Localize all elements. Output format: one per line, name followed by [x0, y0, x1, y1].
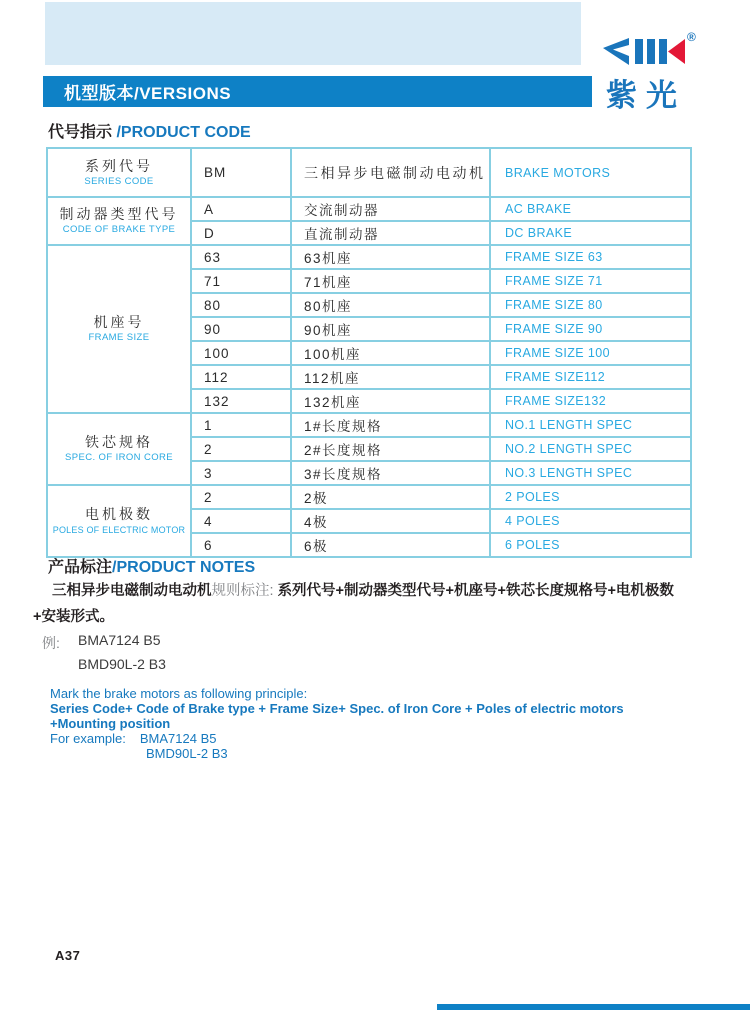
cell-desc-en: NO.2 LENGTH SPEC: [490, 437, 691, 461]
cell-desc-en: FRAME SIZE 71: [490, 269, 691, 293]
section-banner: [43, 76, 592, 107]
marking-rule-en: [50, 686, 710, 761]
brand-name: 紫光: [606, 78, 686, 113]
cell-desc-zh: 90机座: [291, 317, 490, 341]
cell-code: 2: [191, 485, 291, 509]
cell-desc-zh: 直流制动器: [291, 221, 490, 245]
table-row: [47, 245, 691, 269]
cell-code: 112: [191, 365, 291, 389]
example-label-en: For example:: [50, 731, 126, 746]
example-code-en-1: BMA7124 B5: [139, 731, 217, 746]
cell-code: 3: [191, 461, 291, 485]
cell-desc-en: NO.1 LENGTH SPEC: [490, 413, 691, 437]
product-code-table: [46, 147, 692, 558]
cell-desc-zh: 71机座: [291, 269, 490, 293]
group-label-brake-type: 制动器类型代号 CODE OF BRAKE TYPE: [47, 197, 191, 245]
cell-code: 63: [191, 245, 291, 269]
cell-desc-en: FRAME SIZE 100: [490, 341, 691, 365]
cell-code: 2: [191, 437, 291, 461]
cell-desc-en: BRAKE MOTORS: [490, 148, 691, 197]
cell-code: BM: [191, 148, 291, 197]
cell-desc-en: FRAME SIZE132: [490, 389, 691, 413]
cell-desc-zh: 112机座: [291, 365, 490, 389]
banner-title: 机型版本/VERSIONS: [64, 84, 232, 103]
cell-desc-zh: 3#长度规格: [291, 461, 490, 485]
cell-code: 4: [191, 509, 291, 533]
page-number: A37: [55, 948, 81, 963]
rule-en-formula-2: +Mounting position: [50, 716, 171, 731]
cell-code: 71: [191, 269, 291, 293]
cell-code: 100: [191, 341, 291, 365]
table-row: [47, 413, 691, 437]
cell-code: 6: [191, 533, 291, 557]
cell-desc-en: 2 POLES: [490, 485, 691, 509]
cell-desc-en: NO.3 LENGTH SPEC: [490, 461, 691, 485]
group-label-frame-size: 机座号 FRAME SIZE: [47, 245, 191, 413]
rule-en-formula-1: Series Code+ Code of Brake type + Frame Size+ Spec. of Iron Core + Poles of electric motors: [50, 701, 624, 716]
page-edge-strip: [437, 1004, 750, 1010]
example-code-en-2: BMD90L-2 B3: [146, 746, 228, 761]
group-label-series-code: 系列代号 SERIES CODE: [47, 148, 191, 197]
heading-en: /PRODUCT NOTES: [112, 559, 256, 576]
product-notes-heading: [48, 554, 255, 577]
rule-en-example-line: [50, 731, 710, 746]
cell-desc-en: FRAME SIZE 80: [490, 293, 691, 317]
cell-desc-zh: 1#长度规格: [291, 413, 490, 437]
example-code-1: BMA7124 B5: [78, 632, 161, 648]
example-code-2: BMD90L-2 B3: [78, 656, 166, 672]
cell-desc-zh: 2#长度规格: [291, 437, 490, 461]
group-label-iron-core: 铁芯规格 SPEC. OF IRON CORE: [47, 413, 191, 485]
cell-desc-zh: 132机座: [291, 389, 490, 413]
cell-desc-zh: 三相异步电磁制动电动机: [291, 148, 490, 197]
table-row: [47, 485, 691, 509]
cell-desc-en: DC BRAKE: [490, 221, 691, 245]
cell-desc-zh: 63机座: [291, 245, 490, 269]
brand-logo: [600, 30, 740, 112]
cell-desc-en: FRAME SIZE 63: [490, 245, 691, 269]
table-row: [47, 197, 691, 221]
cell-desc-en: 6 POLES: [490, 533, 691, 557]
cell-code: 80: [191, 293, 291, 317]
rule-en-intro: Mark the brake motors as following principle:: [50, 686, 308, 701]
table-row: [47, 148, 691, 197]
group-label-poles: 电机极数 POLES OF ELECTRIC MOTOR: [47, 485, 191, 557]
cell-desc-en: FRAME SIZE112: [490, 365, 691, 389]
cell-code: D: [191, 221, 291, 245]
cell-code: 132: [191, 389, 291, 413]
cell-desc-zh: 2极: [291, 485, 490, 509]
zik-logo-icon: [603, 38, 685, 65]
cell-code: A: [191, 197, 291, 221]
cell-desc-zh: 交流制动器: [291, 197, 490, 221]
cell-desc-zh: 100机座: [291, 341, 490, 365]
cell-desc-zh: 6极: [291, 533, 490, 557]
example-label-zh: 例:: [42, 635, 60, 651]
marking-rule-zh: 三相异步电磁制动电动机规则标注: 系列代号+制动器类型代号+机座号+铁芯长度规格号+电机极数 +安装形式。: [33, 583, 674, 625]
cell-desc-zh: 4极: [291, 509, 490, 533]
cell-desc-en: AC BRAKE: [490, 197, 691, 221]
top-light-band: [45, 2, 581, 65]
cell-desc-en: FRAME SIZE 90: [490, 317, 691, 341]
heading-en: /PRODUCT CODE: [116, 124, 251, 141]
product-code-heading: [48, 119, 251, 142]
heading-zh: 代号指示: [48, 124, 117, 141]
heading-zh: 产品标注: [48, 559, 113, 576]
cell-code: 1: [191, 413, 291, 437]
cell-desc-en: 4 POLES: [490, 509, 691, 533]
cell-code: 90: [191, 317, 291, 341]
cell-desc-zh: 80机座: [291, 293, 490, 317]
registered-mark-icon: ®: [687, 30, 696, 44]
